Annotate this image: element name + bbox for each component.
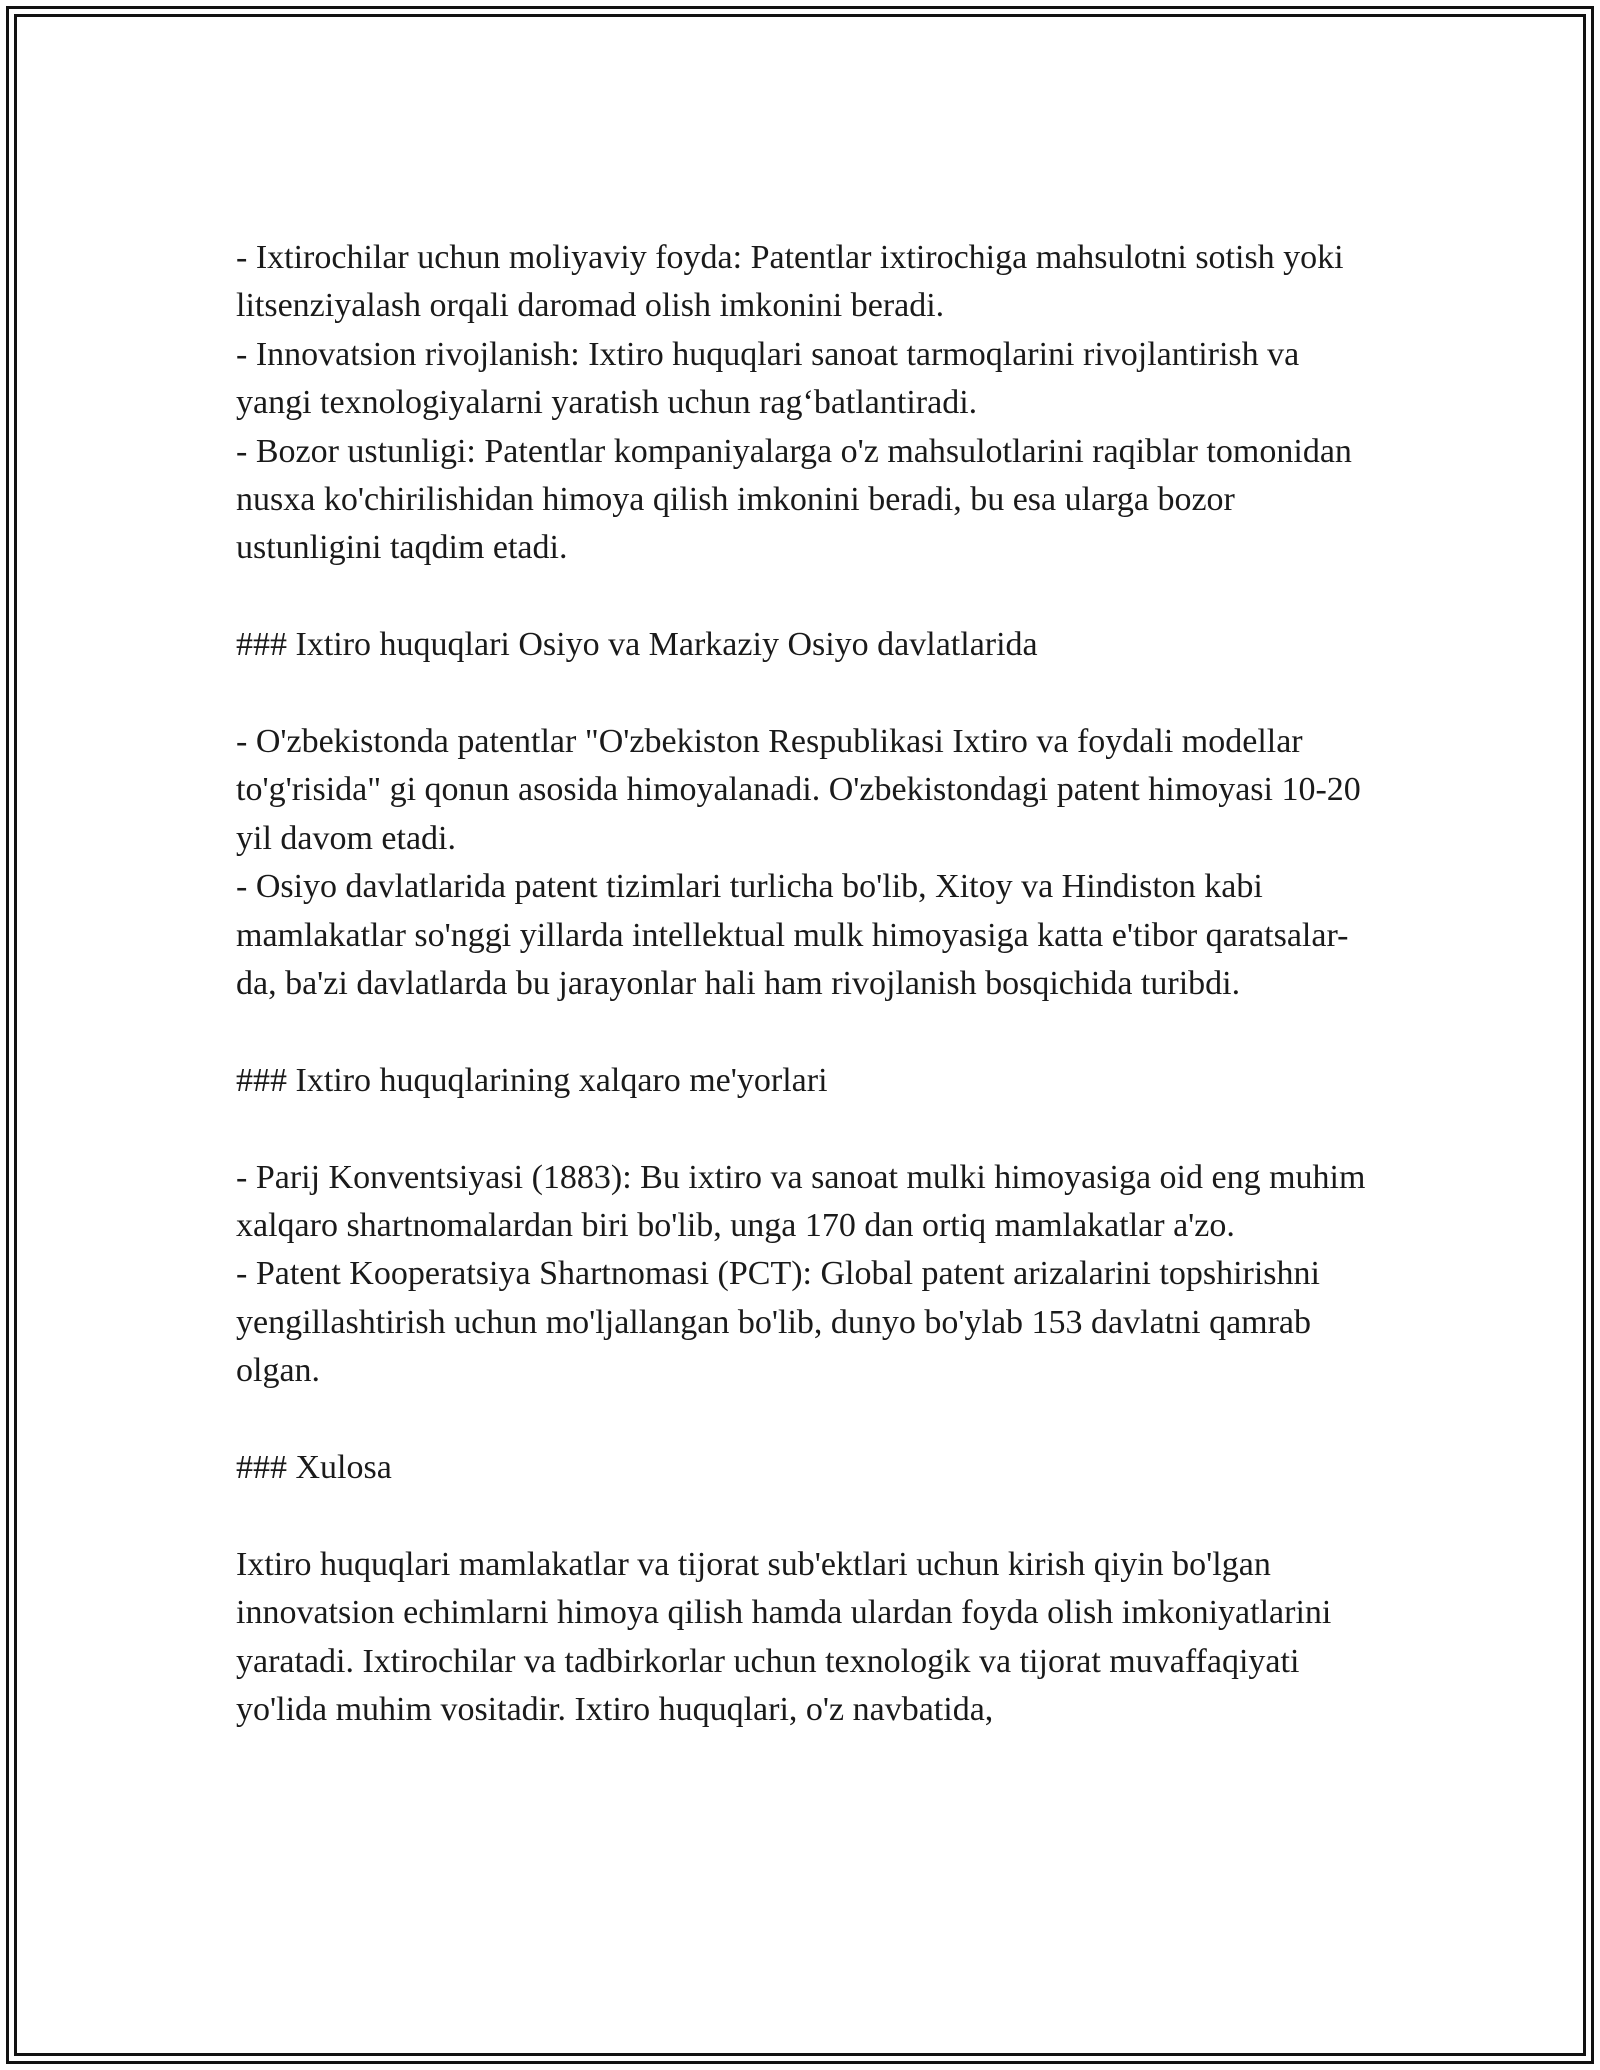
document-body — [236, 234, 1376, 1735]
list-item-asia-patent-systems: - Osiyo davlatlarida patent tizimlari turlicha bo'lib, Xitoy va Hindiston kabi mamlakatlar so'nggi yillarda intellektual mulk himoyasiga katta e'tibor qaratsalar-da, ba'zi davlatlarda bu jarayonlar hali ham rivojlanish bosqichida turibdi. — [236, 868, 1349, 1003]
conclusion-paragraph: Ixtiro huquqlari mamlakatlar va tijorat sub'ektlari uchun kirish qiyin bo'lgan innovatsion echimlarni himoya qilish hamda ulardan foyda olish imkoniyatlarini yaratadi. Ixtirochilar va tadbirkorlar uchun texnologik va tijorat muvaffaqiyati yo'lida muhim vositadir. Ixtiro huquqlari, o'z navbatida, — [236, 1545, 1332, 1729]
list-item-financial-benefit: - Ixtirochilar uchun moliyaviy foyda: Patentlar ixtirochiga mahsulotni sotish yoki litsenziyalash orqali daromad olish imkonini beradi. — [236, 239, 1344, 325]
paragraph-gap — [236, 1008, 1376, 1056]
section-heading-international: ### Ixtiro huquqlarining xalqaro me'yorlari — [236, 1061, 828, 1099]
list-item-uzbekistan-patents: - O'zbekistonda patentlar "O'zbekiston Respublikasi Ixtiro va foydali modellar to'g'risida" gi qonun asosida himoyalanadi. O'zbekistondagi patent himoyasi 10-20 yil davom etadi. — [236, 723, 1361, 857]
paragraph-gap — [236, 1105, 1376, 1153]
paragraph-gap — [236, 573, 1376, 621]
list-item-paris-convention: - Parij Konventsiyasi (1883): Bu ixtiro va sanoat mulki himoyasiga oid eng muhim xalqaro shartnomalardan biri bo'lib, unga 170 dan ortiq mamlakatlar a'zo. — [236, 1158, 1366, 1245]
section-heading-conclusion: ### Xulosa — [236, 1449, 392, 1487]
paragraph-gap — [236, 1396, 1376, 1444]
list-item-pct: - Patent Kooperatsiya Shartnomasi (PCT): Global patent arizalarini topshirishni yengillashtirish uchun mo'ljallangan bo'lib, dunyo bo'ylab 153 davlatni qamrab olgan. — [236, 1255, 1320, 1390]
list-item-innovative-development: - Innovatsion rivojlanish: Ixtiro huquqlari sanoat tarmoqlarini rivojlantirish va yangi texnologiyalarni yaratish uchun rag‘batlantiradi. — [236, 335, 1300, 422]
paragraph-gap — [236, 1492, 1376, 1540]
section-heading-asia: ### Ixtiro huquqlari Osiyo va Markaziy Osiyo davlatlarida — [236, 626, 1038, 664]
list-item-market-advantage: - Bozor ustunligi: Patentlar kompaniyalarga o'z mahsulotlarini raqiblar tomonidan nusxa ko'chirilishidan himoya qilish imkonini beradi, bu esa ularga bozor ustunligini taqdim etadi. — [236, 432, 1352, 567]
paragraph-gap — [236, 670, 1376, 718]
